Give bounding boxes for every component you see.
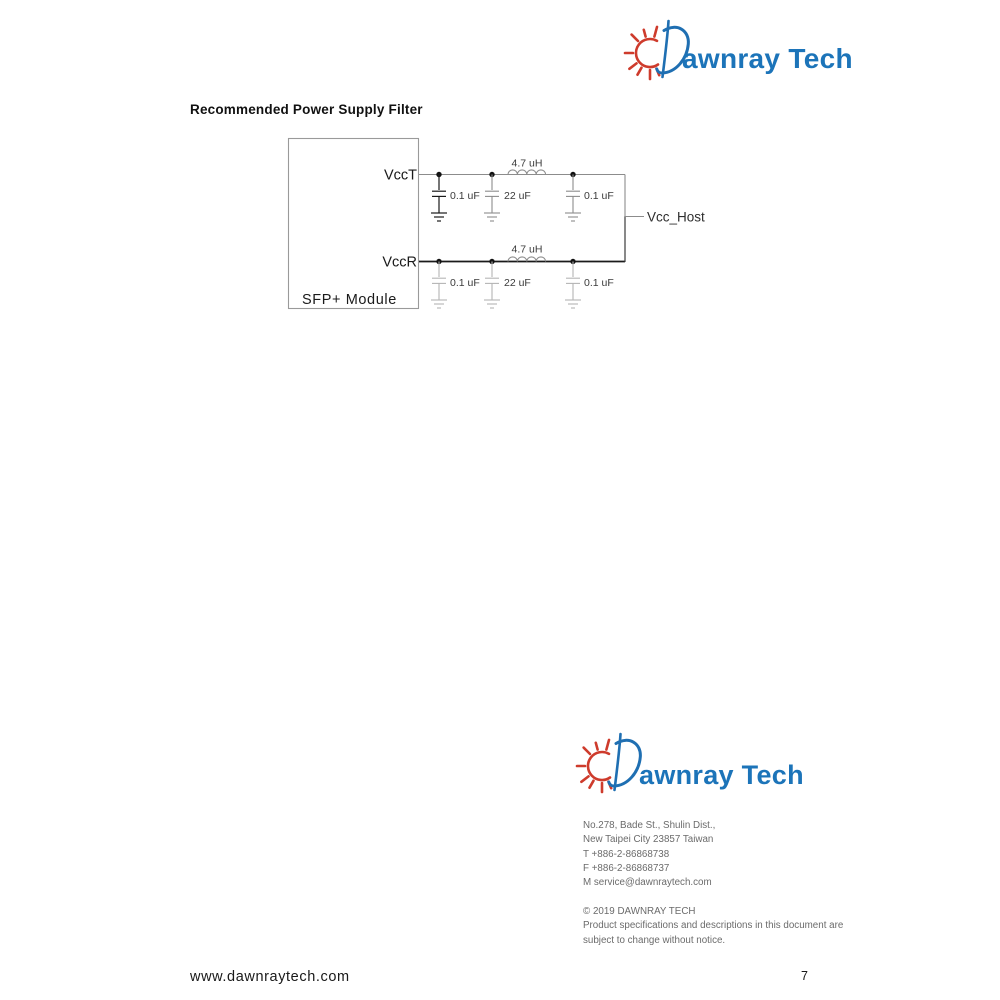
pin-label-vccr: VccR (382, 254, 417, 271)
contact-block (583, 819, 715, 890)
contact-phone: T +886-2-86868738 (583, 848, 670, 860)
capacitor-top-2 (484, 175, 500, 222)
cap-value: 0.1 uF (450, 190, 480, 202)
copyright-line: © 2019 DAWNRAY TECH (583, 906, 696, 917)
cap-value: 22 uF (504, 277, 531, 289)
disclaimer-line: subject to change without notice. (583, 934, 726, 946)
power-supply-filter-schematic (280, 130, 720, 320)
disclaimer-line: Product specifications and descriptions in this document are (583, 920, 844, 932)
cap-value: 0.1 uF (450, 277, 480, 289)
cap-value: 0.1 uF (584, 277, 614, 289)
page-title: Recommended Power Supply Filter (190, 102, 423, 117)
cap-value: 22 uF (504, 190, 531, 202)
inductor-value-bottom: 4.7 uH (511, 243, 543, 256)
inductor-icon-top (508, 170, 546, 175)
contact-address-line: New Taipei City 23857 Taiwan (583, 834, 714, 846)
logo-d-glyph (609, 734, 641, 790)
module-label: SFP+ Module (302, 292, 397, 308)
cap-value: 0.1 uF (584, 190, 614, 202)
footer-website: www.dawnraytech.com (190, 969, 350, 985)
sun-ring (588, 752, 610, 780)
dawnray-logo-icon-footer (570, 730, 650, 800)
sun-icon (625, 27, 659, 79)
capacitor-bottom-2 (484, 262, 500, 309)
legal-block (583, 905, 843, 948)
inductor-value-top: 4.7 uH (511, 157, 543, 170)
sun-ring (636, 39, 658, 67)
junction-dots (436, 172, 575, 264)
contact-address-line: No.278, Bade St., Shulin Dist., (583, 820, 716, 831)
capacitor-bottom-3 (565, 262, 581, 309)
capacitor-top-1 (431, 175, 447, 222)
sfp-module-box (289, 139, 419, 309)
output-label: Vcc_Host (647, 209, 705, 225)
contact-fax: F +886-2-86868737 (583, 862, 670, 874)
sun-icon (577, 740, 611, 792)
capacitor-top-3 (565, 175, 581, 222)
capacitor-bottom-1 (431, 262, 447, 309)
logo-wordmark-footer: awnray Tech (639, 760, 804, 790)
logo-wordmark: awnray Tech (682, 43, 853, 74)
pin-label-vcct: VccT (383, 167, 417, 184)
contact-email: M service@dawnraytech.com (583, 877, 712, 889)
page-number: 7 (801, 969, 808, 983)
